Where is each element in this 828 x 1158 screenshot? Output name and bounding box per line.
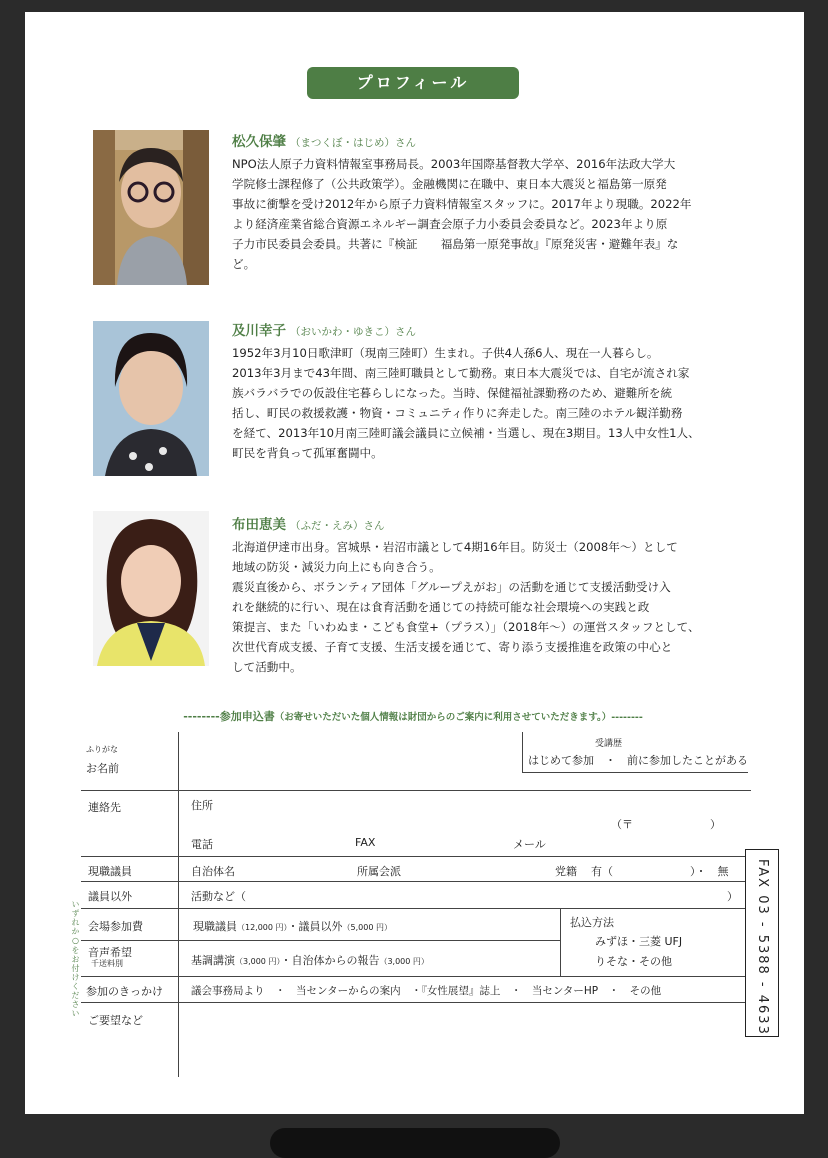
audio-a-price: （3,000 円） [235, 957, 281, 966]
history-label: 受講歴 [595, 739, 623, 749]
fax-number: FAX 03 - 5388 - 4633 [755, 859, 770, 1036]
profile-name: 松久保肇 [232, 134, 286, 150]
document-page [25, 12, 804, 1114]
photo-oikawa [93, 321, 209, 476]
party-label: 党籍 [555, 865, 577, 878]
trigger-options[interactable]: 議会事務局より ・ 当センターからの案内 ・『女性展望』誌上 ・ 当センターHP ・ その他 [191, 985, 662, 997]
party-options[interactable]: 有（ ）・ 無 [591, 865, 729, 878]
audio-sub: 千送料別 [91, 959, 123, 968]
profile-bio: 1952年3月10日歌津町（現南三陸町）生まれ。子供4人孫6人、現在一人暮らし。 2013年3月まで43年間、南三陸町職員として勤務。東日本大震災では、自宅が流され家 族バラバラでの仮設住宅暮らしになった。当時、保健福祉課勤務のため、避難所を統 括し、町民の救援救護・物資・コミュニティ作りに奔走した。南三陸のホテル観洋勤務 を経て、2013年10月南三陸町議会議員に立候補・当選し、現在3期目。13人中女性1人、 町民を背負って孤軍奮闘中。 [232, 346, 700, 460]
audio-a-text: 基調講演 [191, 954, 235, 967]
payment-label: 払込方法 [570, 916, 614, 929]
photo-fuda [93, 511, 209, 666]
profile-name: 布田恵美 [232, 517, 286, 533]
current-label: 現職議員 [88, 865, 132, 878]
furigana-label: ふりがな [86, 745, 118, 754]
form-divider [178, 732, 179, 1077]
audio-b-price: （3,000 円） [379, 957, 429, 966]
current-row [81, 856, 751, 857]
audio-label: 音声希望 [88, 946, 132, 959]
profile-kana: （ふだ・えみ）さん [290, 520, 385, 532]
fee-row [81, 908, 751, 909]
fee-a-text: 現職議員 [193, 920, 237, 933]
history-options[interactable]: はじめて参加 ・ 前に参加したことがある [528, 754, 748, 767]
fax-label[interactable]: FAX [355, 836, 376, 849]
phone-label[interactable]: 電話 [191, 838, 213, 851]
fee-b-price: （5,000 円） [342, 923, 392, 932]
photo-matsukubo [93, 130, 209, 285]
requests-label: ご要望など [88, 1014, 143, 1027]
form-heading-note: （お寄せいただいた個人情報は財団からのご案内に利用させていただきます。）-------- [274, 712, 643, 723]
fax-number-box [745, 849, 779, 1037]
fee-option-current[interactable] [193, 918, 392, 934]
audio-row [81, 940, 560, 941]
municipality-label[interactable]: 自治体名 [191, 865, 235, 878]
profile-kana: （おいかわ・ゆきこ）さん [290, 326, 416, 338]
profile-title: プロフィール [307, 67, 519, 99]
email-label[interactable]: メール [513, 838, 546, 851]
fee-label: 会場参加費 [88, 920, 143, 933]
fee-a-price: （12,000 円） [237, 923, 288, 932]
form-heading-text: --------参加申込書 [183, 710, 275, 723]
payment-option-b[interactable]: りそな・その他 [595, 955, 672, 968]
history-divider [522, 732, 523, 772]
activities-field[interactable]: 活動など（ [191, 890, 246, 903]
audio-options[interactable] [191, 952, 429, 968]
postal-field[interactable]: （〒 ） [611, 818, 721, 831]
address-label[interactable]: 住所 [191, 799, 213, 812]
application-form-heading [93, 708, 733, 724]
name-label: お名前 [86, 762, 119, 775]
fee-b-text: ・議員以外 [287, 920, 343, 933]
contact-label: 連絡先 [88, 801, 121, 814]
activities-close: ） [727, 890, 738, 903]
faction-label[interactable]: 所属会派 [357, 865, 401, 878]
payment-divider [560, 908, 561, 976]
home-indicator [270, 1128, 560, 1158]
other-row [81, 881, 751, 882]
side-note: いずれか○をお付けください [71, 900, 80, 1018]
requests-row [81, 1002, 751, 1003]
payment-option-a[interactable]: みずほ・三菱 UFJ [595, 935, 683, 948]
profile-kana: （まつくぼ・はじめ）さん [290, 137, 416, 149]
other-label: 議員以外 [88, 890, 132, 903]
audio-b-text: ・自治体からの報告 [280, 954, 380, 967]
history-underline [522, 772, 748, 773]
contact-row [81, 790, 751, 791]
trigger-row [81, 976, 751, 977]
profile-bio: 北海道伊達市出身。宮城県・岩沼市議として4期16年目。防災士（2008年〜）として 地域の防災・減災力向上にも向き合う。 震災直後から、ボランティア団体「グループえがお」の活動を通じて支援活動受け入 れを継続的に行い、現在は食育活動を通じての持続可能な社会環境への実践と政 策提言、また「いわぬま・こども食堂+（プラス）」（2018年〜）の運営スタッフとして、 次世代育成支援、子育て支援、生活支援を通じて、寄り添う支援推進を政策の中心と して活動中。 [232, 540, 700, 674]
trigger-label: 参加のきっかけ [86, 985, 163, 998]
profile-bio: NPO法人原子力資料情報室事務局長。2003年国際基督教大学卒、2016年法政大学大 学院修士課程修了（公共政策学）。金融機関に在職中、東日本大震災と福島第一原発 事故に衝撃を受け2012年から原子力資料情報室スタッフに。2017年より現職。2022年 より経済産業省総合資源エネルギー調査会原子力小委員会委員など。2023年より原 子力市民委員会委員。共著に『検証 福島第一原発事故』『原発災害・避難年表』な ど。 [232, 157, 692, 271]
profile-name: 及川幸子 [232, 323, 286, 339]
